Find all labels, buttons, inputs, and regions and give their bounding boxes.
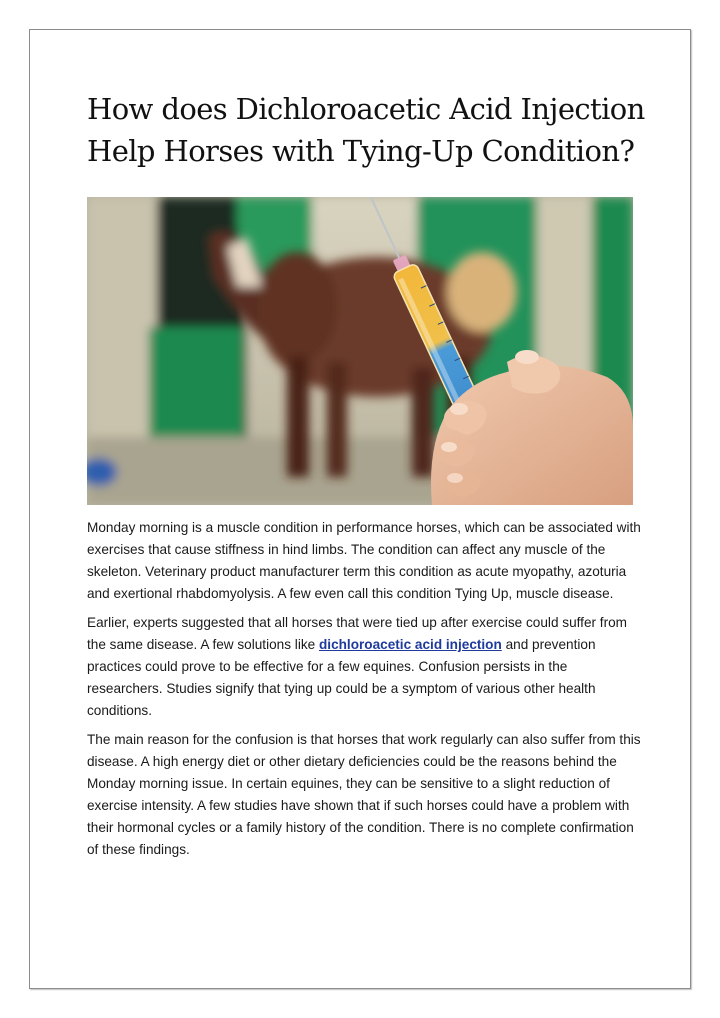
paragraph-3: The main reason for the confusion is that horses that work regularly can also suffer from this disease. A high energy diet or other dietary deficiencies could be the reasons behind the Monday morning issue. In certain equines, they can be sensitive to a slight reduction of exercise intensity. A few studies have shown that if such horses could have a problem with their hormonal cycles or a family history of the condition. There is no complete confirmation of these findings. — [87, 732, 641, 857]
paragraph-2-before-link: Earlier, experts suggested that all horses that were tied up after exercise could suffer from the same disease. A few solutions like — [87, 615, 627, 652]
title-line-1: How does Dichloroacetic Acid Injection — [87, 92, 645, 126]
hero-image — [87, 197, 633, 505]
dichloroacetic-acid-injection-link[interactable]: dichloroacetic acid injection — [318, 637, 502, 652]
page-title — [87, 88, 647, 172]
paragraph-2 — [87, 612, 642, 722]
paragraph-1: Monday morning is a muscle condition in performance horses, which can be associated with exercises that cause stiffness in hind limbs. The condition can affect any muscle of the skeleton. Veterinary product manufacturer term this condition as acute myopathy, azoturia and exertional rhabdomyolysis. A few even call this condition Tying Up, muscle disease. — [87, 520, 641, 601]
paragraph-2-after-link: and prevention practices could prove to be effective for a few equines. Confusion persists in the researchers. Studies signify that tying up could be a symptom of various other health conditions. — [87, 637, 596, 718]
horse-syringe-illustration — [87, 197, 633, 505]
article-body — [87, 517, 642, 868]
title-line-2: Help Horses with Tying-Up Condition? — [87, 134, 635, 168]
